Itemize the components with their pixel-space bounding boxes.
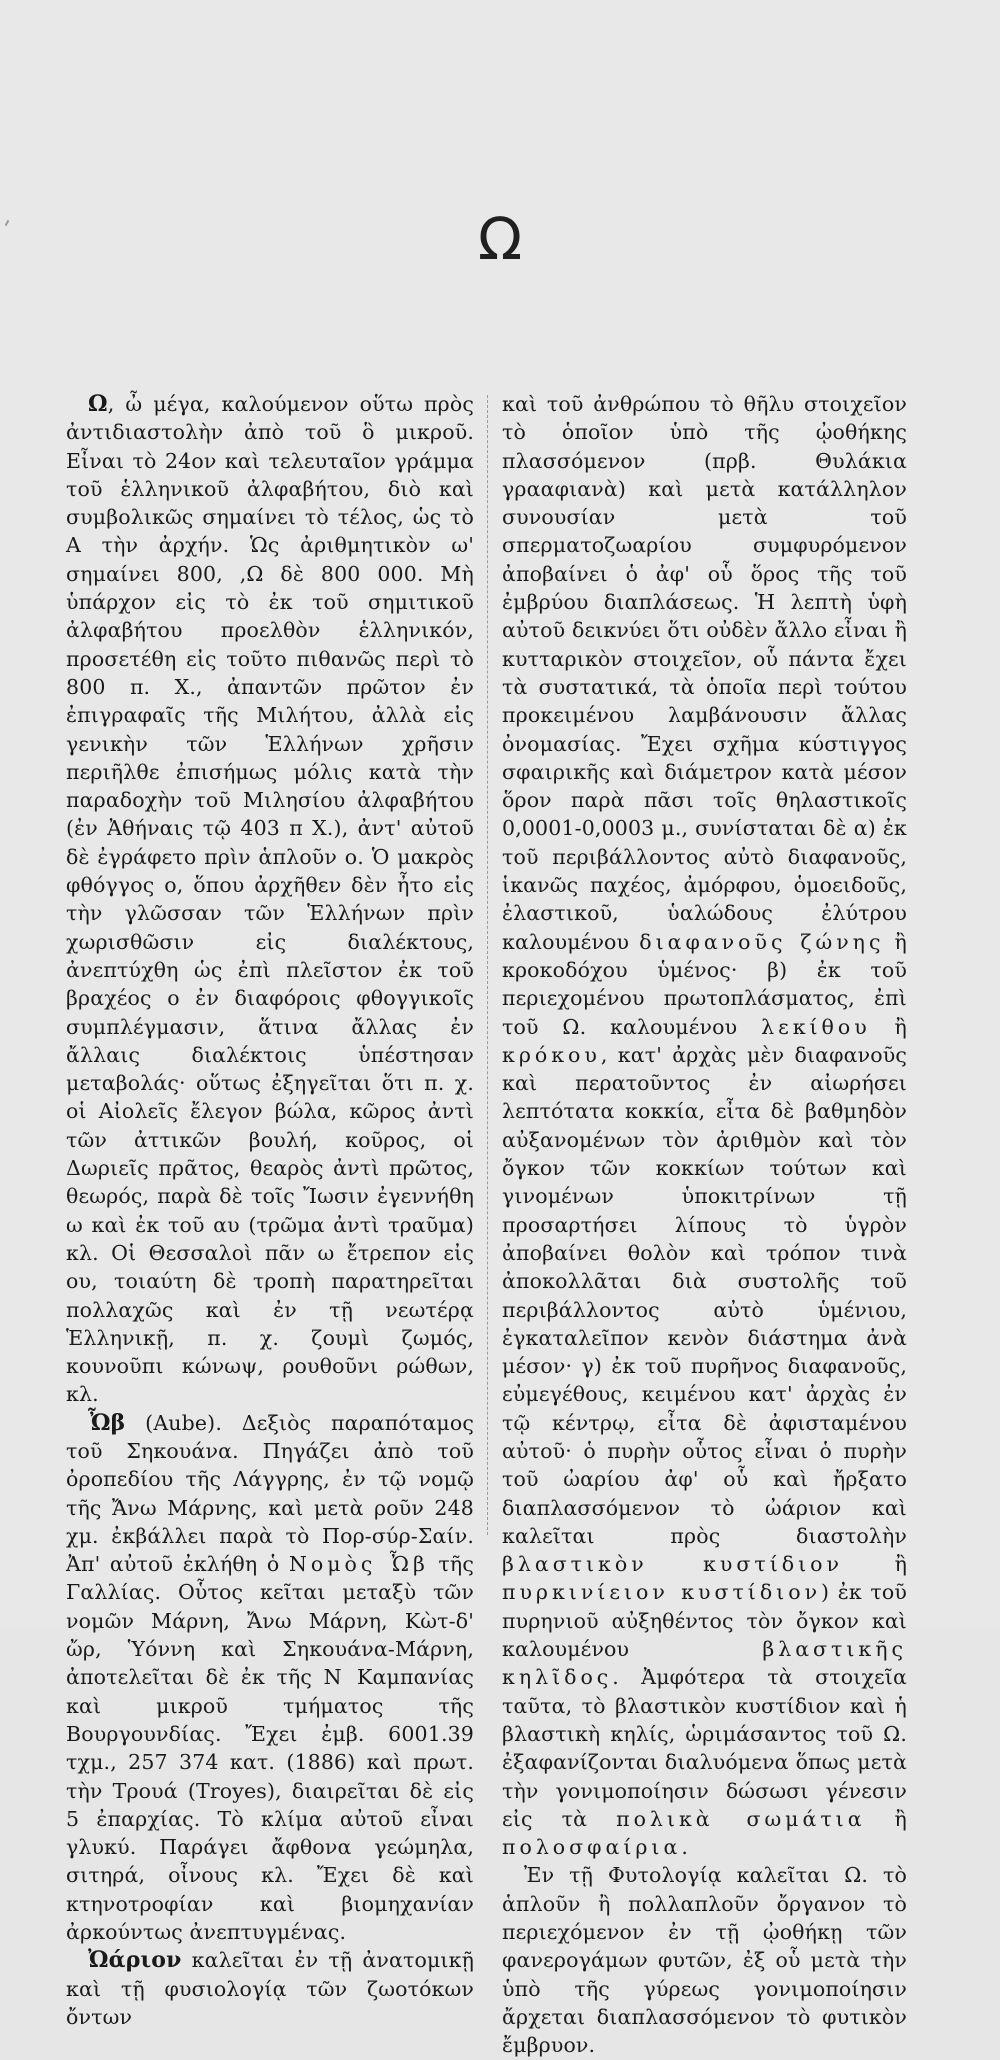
oarion-text-i: . <box>681 1835 688 1860</box>
entry-aube-text-c: Καμπανίας καὶ μικροῦ τμήματος τῆς Βουργουνδίας. Ἔχει ἐμβ. 6001.39 τχμ., 257 374 κατ. (1886) καὶ πρωτ. τὴν Τρουά (Troyes), διαιρεῖται δὲ εἰς 5 ἐπαρχίας. Τὸ κλίμα αὐτοῦ εἶναι γλυκύ. Παράγει ἄφθονα γεώμηλα, σιτηρά, οἶνους κλ. Ἔχει δὲ καὶ κτηνοτροφίαν καὶ βιομηχανίαν ἀρκούντως ἀνεπτυγμένας. <box>66 1665 474 1945</box>
oarion-text-d: , κατ' ἀρχὰς μὲν διαφανοῦς καὶ περατοῦντος ἐν αἰωρήσει λεπτότατα κοκκία, εἶτα δὲ βαθμηδὸν αὐξανομένων τὸν ἀριθμὸν καὶ τὸν ὄγκον τῶν κοκκίων τούτων καὶ γινομένων ὑποκιτρίνων τῇ προσαρτήσει λίπους τὸ ὑγρὸν ἀποβαίνει θολὸν καὶ τρόπον τινὰ ἀποκολλᾶται διὰ συστολῆς τοῦ περιβάλλοντος αὐτὸ ὑμένιου, ἐγκαταλεῖπον κενὸν διάστημα ἀνὰ μέσον· γ) ἐκ τοῦ πυρῆνος διαφανοῦς, εὐμεγέθους, κειμένου κατ' ἀρχὰς ἐν τῷ κέντρῳ, εἶτα δὲ ἀφισταμένου αὐτοῦ· ὁ πυρὴν οὗτος εἶναι ὁ πυρὴν τοῦ ὠαρίου ἀφ' οὗ καὶ ἤρξατο διαπλασσόμενον τὸ ὠάριον καὶ καλεῖται πρὸς διαστολὴν <box>502 1042 907 1548</box>
column-divider <box>487 395 489 1535</box>
oarion-text-a: καὶ τοῦ ἀνθρώπου τὸ θῆλυ στοιχεῖον τὸ ὁποῖον ὑπὸ τῆς ᾠοθήκης πλασσόμενον (πρβ. Θυλάκια γρααφιανὰ) καὶ μετὰ κατάλληλον συνουσίαν μετὰ τοῦ σπερματοζωαρίου συμφυρόμενον ἀποβαίνει ὁ ἀφ' οὗ ὅρος τῆς τοῦ ἐμβρύου διαπλάσεως. Ἡ λεπτὴ ὑφὴ αὐτοῦ δεικνύει ὅτι οὐδὲν ἄλλο εἶναι ἢ κυτταρικὸν στοιχεῖον, οὗ πάντα ἔχει τὰ συστατικά, τὰ ὁποῖα περὶ τούτου προκειμένου λαμβάνουσιν ἄλλας ὀνομασίας. Ἔχει σχῆμα κύστιγγος σφαιρικῆς καὶ διάμετρον κατὰ μέσον ὅρον παρὰ πᾶσι τοῖς θηλαστικοῖς 0,0001-0,0003 μ., συνίσταται δὲ α) ἐκ τοῦ περιβάλλοντος αὐτὸ διαφανοῦς, ἱκανῶς παχέος, ἀμόρφου, ὁμοειδοῦς, ἐλαστικοῦ, ὑαλώδους ἐλύτρου καλουμένου <box>502 392 907 954</box>
entry-oarion-continued <box>502 390 907 1861</box>
oarion-spaced-h: πολοσφαίρια <box>502 1835 682 1860</box>
oarion-text-f: ) ἐκ τοῦ πυρηνιοῦ αὐξηθέντος τὸν ὄγκον καὶ καλουμένου <box>502 1580 907 1662</box>
page-header-letter: Ω <box>477 205 523 273</box>
oarion-botany-text: Ἐν τῇ Φυτολογίᾳ καλεῖται Ω. τὸ ἁπλοῦν ἢ πολλαπλοῦν ὄργανον τὸ περιεχόμενον ἐν τῇ ᾠοθήκῃ τῶν φανερογάμων φυτῶν, ἐξ οὗ μετὰ τὴν ὑπὸ τῆς γύρεως γονιμοποίησιν ἄρχεται διαπλασσόμενον τὸ φυτικὸν ἔμβρυον. <box>502 1863 907 2058</box>
oarion-text-b: ἢ κροκοδόχου ὑμένος· β) ἐκ τοῦ περιεχομένου πρωτοπλάσματος, ἐπὶ τοῦ Ω. καλουμένου <box>502 929 907 1039</box>
oarion-spaced-d: βλαστικὸν κυστίδιον <box>502 1552 843 1577</box>
entry-omega <box>66 390 474 1409</box>
oarion-spaced-g: πολικὰ σωμάτια <box>616 1806 866 1831</box>
entry-oarion-botany <box>502 1861 907 2059</box>
oarion-spaced-f: βλαστικῆς κηλῖδος <box>502 1637 907 1690</box>
oarion-spaced-c: κρόκου <box>502 1042 601 1067</box>
entry-omega-text: , ὦ μέγα, καλούμενον οὕτω πρὸς ἀντιδιαστολὴν ἀπὸ τοῦ ὃ μικροῦ. Εἶναι τὸ 24ον καὶ τελευταῖον γράμμα τοῦ ἑλληνικοῦ ἀλφαβήτου, διὸ καὶ συμβολικῶς σημαίνει τὸ τέλος, ὡς τὸ Α τὴν ἀρχήν. Ὡς ἀριθμητικὸν ω' σημαίνει 800, ,Ω δὲ 800 000. Μὴ ὑπάρχον εἰς τὸ ἐκ τοῦ σημιτικοῦ ἀλφαβήτου προελθὸν ἑλληνικόν, προσετέθη εἰς τοῦτο πιθανῶς περὶ τὸ 800 π. Χ., ἀπαντῶν πρῶτον ἐν ἐπιγραφαῖς τῆς Μιλήτου, ἀλλὰ εἰς γενικὴν τῶν Ἑλλήνων χρῆσιν περιῆλθε ἐπισήμως μόλις κατὰ τὴν παραδοχὴν τοῦ Μιλησίου ἀλφαβήτου (ἐν Ἀθήναις τῷ 403 π Χ.), ἀντ' αὐτοῦ δὲ ἐγράφετο πρὶν ἁπλοῦν ο. Ὁ μακρὸς φθόγγος ο, ὅπου ἀρχῆθεν δὲν ἦτο εἰς τὴν γλῶσσαν τῶν Ἑλλήνων πρὶν χωρισθῶσιν εἰς διαλέκτους, ἀνεπτύχθη ὡς ἐπὶ πλεῖστον ἐκ τοῦ βραχέος ο ἐν διαφόροις φθογγικοῖς συμπλέγμασιν, ἅτινα ἄλλας ἐν ἄλλαις διαλέκτοις ὑπέστησαν μεταβολάς· οὕτως ἐξηγεῖται ὅτι π. χ. οἱ Αἰολεῖς ἔλεγον βώλα, κῶρος ἀντὶ τῶν ἀττικῶν βουλή, κοῦρος, οἱ Δωριεῖς πρᾶτος, θεαρὸς ἀντὶ πρῶτος, θεωρός, παρὰ δὲ τοῖς Ἴωσιν ἐγεννήθη ω καὶ ἐκ τοῦ αυ (τρῶμα ἀντὶ τραῦμα) κλ. Οἱ Θεσσαλοὶ πᾶν ω ἔτρεπον εἰς ου, τοιαύτη δὲ τροπὴ παρατηρεῖται πολλαχῶς καὶ ἐν τῇ νεωτέρᾳ Ἑλληνικῇ, π. χ. ζουμὶ ζωμός, κουνοῦπι κώνωψ, ρουθοῦνι ρώθων, κλ. <box>66 392 474 1407</box>
entry-aube-spaced-b: Ν <box>323 1665 346 1690</box>
entry-aube-spaced-a: Νομὸς Ὦβ <box>288 1552 429 1577</box>
oarion-text-h: ἢ <box>865 1806 907 1831</box>
oarion-spaced-e: πυρκινίειον κυστίδιον <box>502 1580 822 1605</box>
entry-aube-text-b: τῆς Γαλλίας. Οὗτος κεῖται μεταξὺ τῶν νομῶν Μάρνη, Ἄνω Μάρνη, Κὼτ-δ' ὤρ, Ὑόννη καὶ Σηκουάνα-Μάρνη, ἀποτελεῖται δὲ ἐκ τῆς <box>66 1552 474 1690</box>
headword-aube: Ὦβ <box>88 1409 126 1436</box>
right-column <box>502 390 907 2060</box>
oarion-spaced-b: λεκίθου <box>761 1014 871 1039</box>
left-column <box>66 390 474 2031</box>
oarion-spaced-a: διαφανοῦς ζώνης <box>639 929 885 954</box>
entry-aube-text-a: (Aube). Δεξιὸς παραπόταμος τοῦ Σηκουάνα. Πηγάζει ἀπὸ τοῦ ὀροπεδίου τῆς Λάγγρης, ἐν τῷ νομῷ τῆς Ἄνω Μάρνης, καὶ μετὰ ροῦν 248 χμ. ἐκβάλλει παρὰ τὸ Πορ-σύρ-Σαίν. Ἀπ' αὐτοῦ ἐκλήθη ὁ <box>66 1410 474 1577</box>
entry-oarion <box>66 1946 474 2031</box>
oarion-text-g: . Ἀμφότερα τὰ στοιχεῖα ταῦτα, τὸ βλαστικὸν κυστίδιον καὶ ἡ βλαστικὴ κηλίς, ὡριμάσαντος τοῦ Ω. ἐξαφανίζονται διαλυόμενα ὅπως μετὰ τὴν γονιμοποίησιν δώσωσι γένεσιν εἰς τὰ <box>502 1665 907 1831</box>
headword-oarion: Ὠάριον <box>88 1947 182 1974</box>
entry-aube <box>66 1409 474 1947</box>
oarion-text-c: ἢ <box>870 1014 907 1039</box>
entry-oarion-text: καλεῖται ἐν τῇ ἀνατομικῇ καὶ τῇ φυσιολογίᾳ τῶν ζωοτόκων ὄντων <box>66 1948 474 2029</box>
headword-omega: Ω <box>88 391 108 417</box>
oarion-text-e: ἢ <box>842 1552 907 1577</box>
